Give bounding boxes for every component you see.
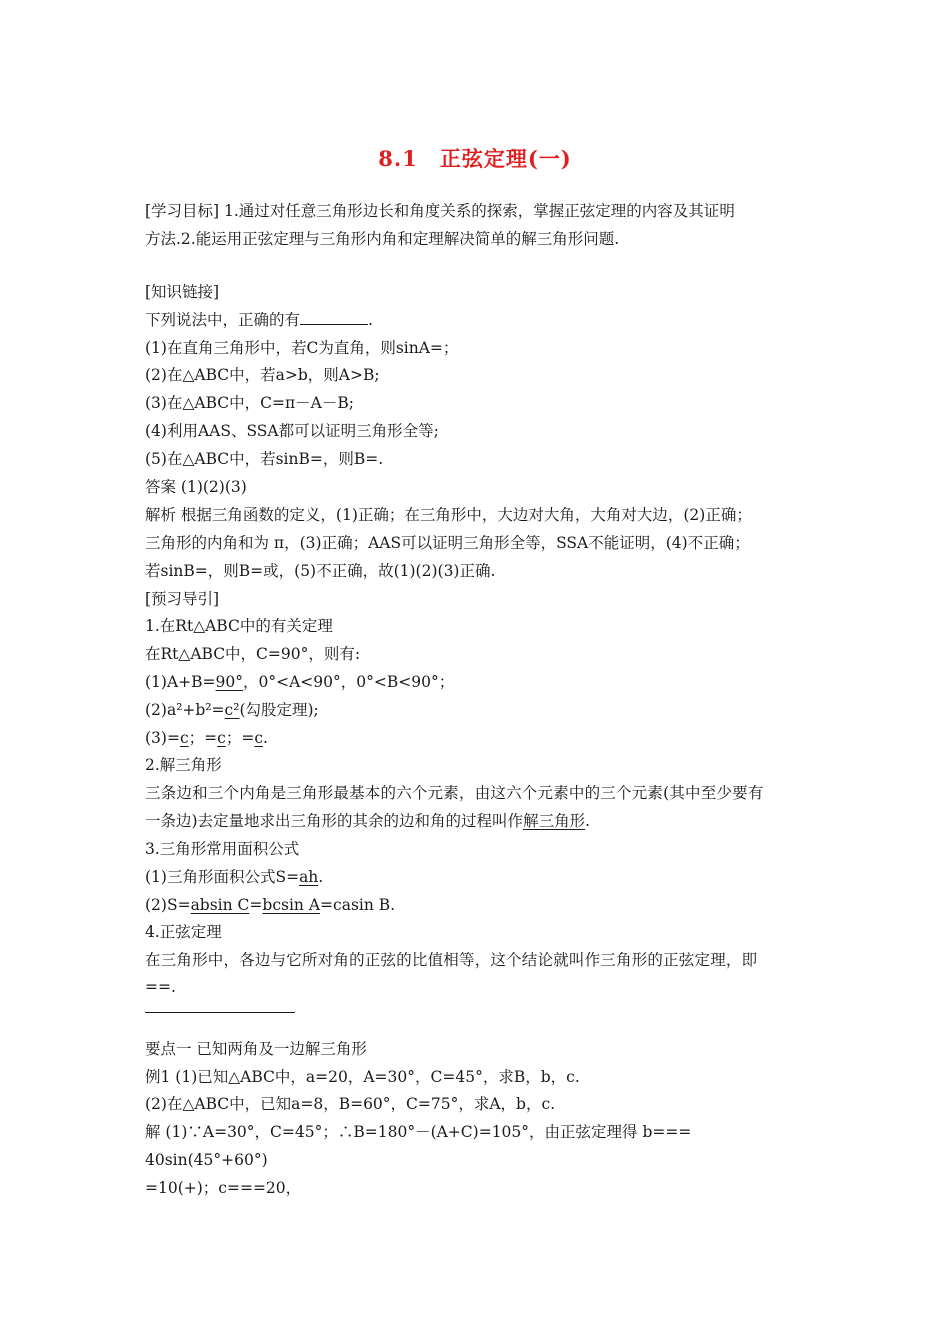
- formula-text: (1)三角形面积公式S=: [145, 868, 300, 886]
- statement-item: (1)在直角三角形中，若C为直角，则sinA=；: [145, 339, 459, 357]
- formula-line: [145, 867, 323, 887]
- formula-text: (1)A+B=: [145, 673, 216, 691]
- statement-item: (4)利用AAS、SSA都可以证明三角形全等;: [145, 422, 439, 440]
- analysis-line: 解析 根据三角函数的定义，(1)正确；在三角形中，大边对大角，大角对大边，(2)正确；: [145, 506, 752, 524]
- text-line: 三条边和三个内角是三角形最基本的六个元素，由这六个元素中的三个元素(其中至少要有: [145, 784, 764, 802]
- formula-text: =casin B.: [320, 896, 396, 914]
- answer-blank: [300, 310, 368, 325]
- example-line: (2)在△ABC中，已知a=8，B=60°，C=75°，求A，b，c.: [145, 1095, 556, 1113]
- formula-text: (3)=: [145, 729, 180, 747]
- statement-item: (3)在△ABC中，C=π－A－B;: [145, 394, 354, 412]
- fill-answer: bcsin A: [262, 896, 321, 914]
- statement-item: (5)在△ABC中，若sinB=，则B=.: [145, 450, 384, 468]
- solution-line: =10(+)；c===20，: [145, 1179, 302, 1197]
- question-text: 下列说法中，正确的有: [145, 311, 301, 329]
- section-heading: 3.三角形常用面积公式: [145, 840, 300, 858]
- section-title: 正弦定理(一): [439, 146, 572, 171]
- solution-line: 解 (1)∵A=30°，C=45°；∴B=180°－(A+C)=105°，由正弦定理得 b===: [145, 1123, 692, 1141]
- section-heading: 4.正弦定理: [145, 923, 222, 941]
- preview-heading: [预习导引]: [145, 590, 220, 608]
- fill-answer: ah: [299, 868, 319, 886]
- formula-text: .: [263, 729, 268, 747]
- formula-text: =: [249, 896, 263, 914]
- formula-text: ，0°<A<90°，0°<B<90°；: [243, 673, 455, 691]
- formula-line: [145, 700, 319, 720]
- section-divider: [145, 1012, 295, 1013]
- formula-line: ==.: [145, 978, 176, 996]
- fill-answer: c: [217, 729, 226, 747]
- objectives-line-1: [学习目标] 1.通过对任意三角形边长和角度关系的探索，掌握正弦定理的内容及其证明: [145, 202, 735, 220]
- formula-text: ；=: [225, 729, 255, 747]
- fill-answer: c²: [224, 701, 240, 719]
- fill-answer: c: [254, 729, 264, 747]
- page-title: [0, 143, 950, 173]
- fill-answer: absin C: [190, 896, 250, 914]
- body-text: 一条边)去定量地求出三角形的其余的边和角的过程叫作: [145, 812, 524, 830]
- formula-text: ；=: [188, 729, 218, 747]
- statement-item: (2)在△ABC中，若a>b，则A>B;: [145, 366, 380, 384]
- fill-answer: 解三角形: [523, 812, 586, 830]
- text-line: 在三角形中，各边与它所对角的正弦的比值相等，这个结论就叫作三角形的正弦定理，即: [145, 951, 758, 969]
- formula-text: (勾股定理);: [239, 701, 319, 719]
- text-line: 在Rt△ABC中，C=90°，则有:: [145, 645, 361, 663]
- analysis-line: 三角形的内角和为 π，(3)正确；AAS可以证明三角形全等，SSA不能证明，(4)不正确；: [145, 534, 750, 552]
- knowledge-link-heading: [知识链接]: [145, 283, 220, 301]
- analysis-line: 若sinB=，则B=或，(5)不正确，故(1)(2)(3)正确.: [145, 562, 496, 580]
- key-point-heading: 要点一 已知两角及一边解三角形: [145, 1040, 367, 1058]
- formula-text: (2)S=: [145, 896, 191, 914]
- fill-answer: c: [179, 729, 189, 747]
- formula-line: [145, 728, 268, 748]
- formula-line: [145, 672, 454, 692]
- example-line: 例1 (1)已知△ABC中，a=20，A=30°，C=45°，求B，b，c.: [145, 1068, 580, 1086]
- fill-answer: 90°: [215, 673, 243, 691]
- section-heading: 1.在Rt△ABC中的有关定理: [145, 617, 333, 635]
- formula-text: (2)a²+b²=: [145, 701, 225, 719]
- answer-line: 答案 (1)(2)(3): [145, 478, 247, 496]
- section-number: 8.1: [378, 146, 418, 171]
- text-line: [145, 811, 590, 831]
- objectives-line-2: 方法.2.能运用正弦定理与三角形内角和定理解决简单的解三角形问题.: [145, 230, 620, 248]
- formula-text: .: [318, 868, 324, 886]
- formula-line: [145, 895, 395, 915]
- section-heading: 2.解三角形: [145, 756, 222, 774]
- body-text: .: [585, 812, 591, 830]
- solution-line: 40sin(45°+60°): [145, 1151, 268, 1169]
- knowledge-question: [145, 310, 373, 330]
- question-end: .: [368, 311, 373, 329]
